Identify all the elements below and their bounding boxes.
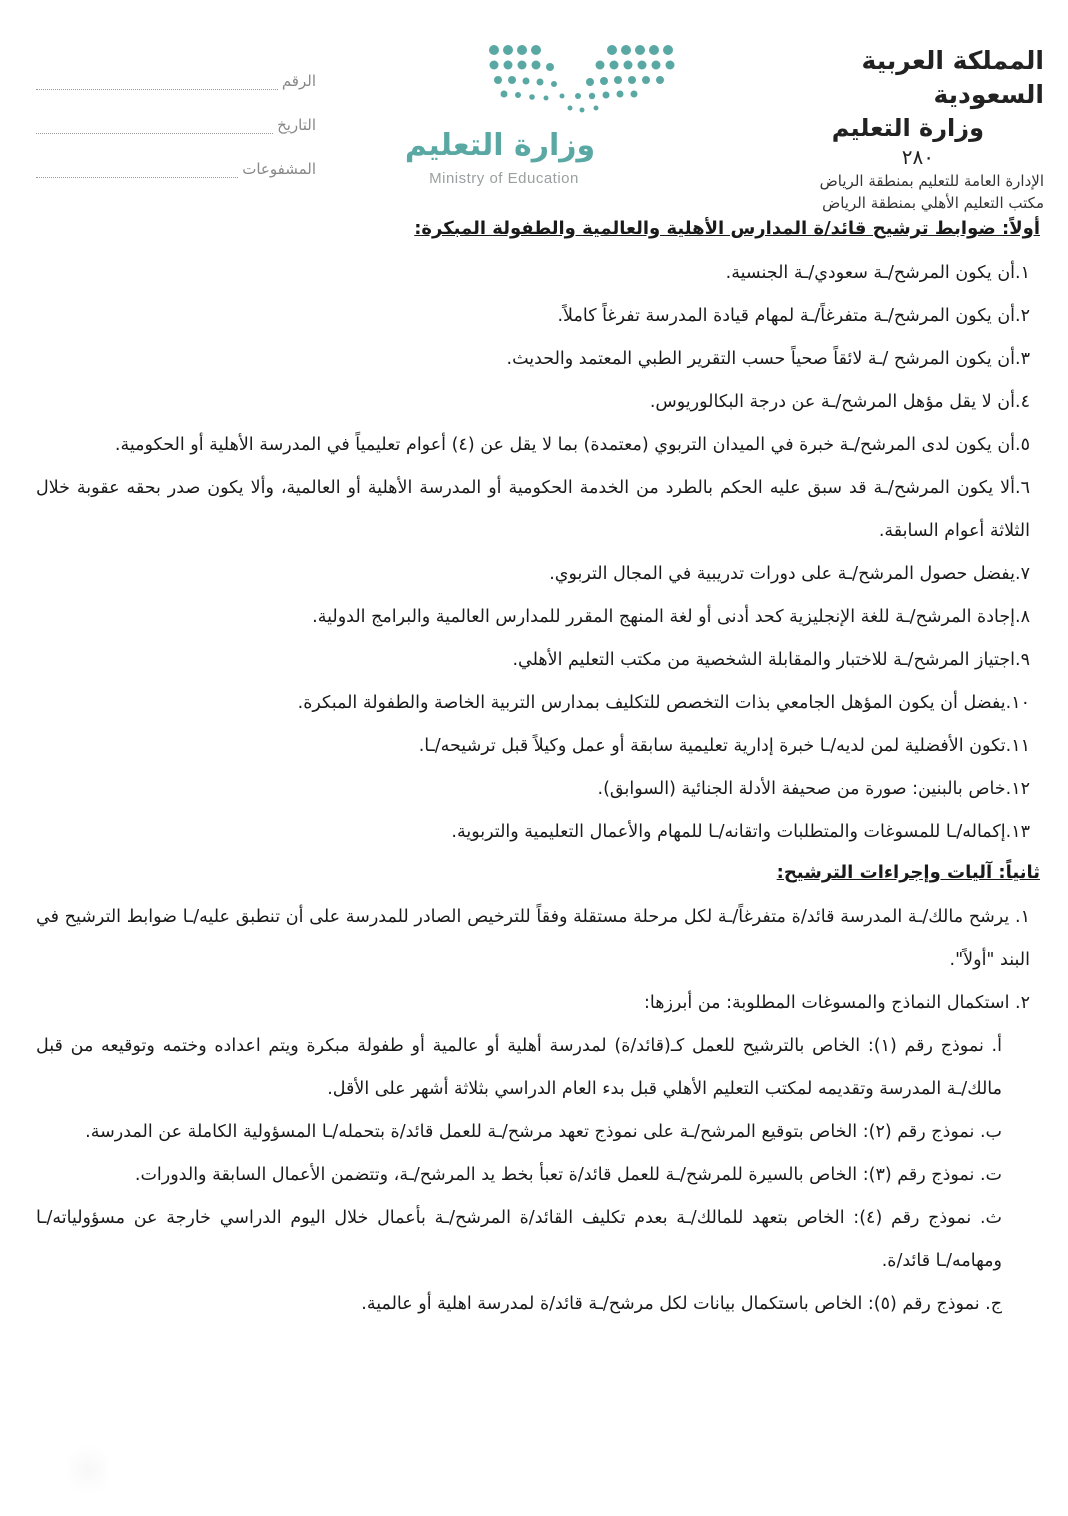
sub-list-item: ث. نموذج رقم (٤): الخاص بتعهد للمالك/ـة بعدم تكليف القائد/ة المرشح/ـة بأعمال خلال اليوم الدراسي خارجة عن مسؤولياته/ـا ومهامه/ـا قائد/ة.	[36, 1208, 1002, 1271]
section-1-title: أولاً: ضوابط ترشيح قائد/ة المدارس الأهلية والعالمية والطفولة المبكرة:	[414, 218, 1040, 239]
list-item: ٣.أن يكون المرشح /ـة لائقاً صحياً حسب التقرير الطبي المعتمد والحديث.	[506, 349, 1030, 369]
document-body	[36, 210, 1040, 1326]
field-attachments-label: المشفوعات	[242, 160, 316, 178]
field-date-label: التاريخ	[277, 116, 316, 134]
field-number-label: الرقم	[281, 72, 316, 90]
private-education-office: مكتب التعليم الأهلي بمنطقة الرياض	[822, 194, 1044, 212]
field-date	[36, 90, 316, 134]
list-item: ١٣.إكماله/ـا للمسوغات والمتطلبات واتقانه/ـا للمهام والأعمال التعليمية والتربوية.	[451, 822, 1030, 842]
list-item: ١. يرشح مالك/ـة المدرسة قائد/ة متفرغاً/ـة لكل مرحلة مستقلة وفقاً للترخيص الصادر للمدرسة على أن تنطبق عليه/ـا ضوابط الترشيح في البند "أولاً".	[36, 907, 1030, 970]
list-item: ٩.اجتياز المرشح/ـة للاختبار والمقابلة الشخصية من مكتب التعليم الأهلي.	[512, 650, 1030, 670]
general-administration: الإدارة العامة للتعليم بمنطقة الرياض	[819, 172, 1044, 190]
list-item: ٥.أن يكون لدى المرشح/ـة خبرة في الميدان التربوي (معتمدة) بما لا يقل عن (٤) أعوام تعليمياً في المدرسة الأهلية أو الحكومية.	[114, 435, 1030, 455]
field-attachments-line	[36, 163, 238, 178]
list-item: ٢. استكمال النماذج والمسوغات المطلوبة: من أبرزها:	[643, 993, 1030, 1013]
logo-arabic-text: وزارة التعليم	[404, 128, 596, 163]
list-item: ٢.أن يكون المرشح/ـة متفرغاً/ـة لمهام قيادة المدرسة تفرغاً كاملاً.	[557, 306, 1030, 326]
letterhead-right	[744, 44, 1044, 214]
field-attachments	[36, 134, 316, 178]
list-item: ٤.أن لا يقل مؤهل المرشح/ـة عن درجة البكالوريوس.	[649, 392, 1030, 412]
list-item: ١١.تكون الأفضلية لمن لديه/ـا خبرة إدارية تعليمية سابقة أو عمل وكيلاً قبل ترشيحه/ـا.	[418, 736, 1030, 756]
reference-number: ٢٨٠	[901, 145, 934, 169]
scan-smudge	[68, 1440, 108, 1500]
list-item: ٨.إجادة المرشح/ـة للغة الإنجليزية كحد أدنى أو لغة المنهج المقرر للمدارس العالمية والبرامج الدولية.	[312, 607, 1030, 627]
sub-list-item: ب. نموذج رقم (٢): الخاص بتوقيع المرشح/ـة على نموذج تعهد مرشح/ـة للعمل قائد/ة بتحمله/ـا المسؤولية الكاملة عن المدرسة.	[85, 1122, 1002, 1142]
list-item: ١.أن يكون المرشح/ـة سعودي/ـة الجنسية.	[725, 263, 1030, 283]
ministry-logo	[382, 40, 682, 200]
letterhead-fields	[36, 46, 316, 178]
list-item: ١٢.خاص بالبنين: صورة من صحيفة الأدلة الجنائية (السوابق).	[597, 779, 1030, 799]
sub-list-item: ت. نموذج رقم (٣): الخاص بالسيرة للمرشح/ـة للعمل قائد/ة تعبأ بخط يد المرشح/ـة، وتتضمن الأعمال السابقة والدورات.	[134, 1165, 1002, 1185]
list-item: ٦.ألا يكون المرشح/ـة قد سبق عليه الحكم بالطرد من الخدمة الحكومية أو المدرسة الأهلية أو العالمية، وألا يكون صدر بحقه عقوبة خلال الثلاثة أعوام السابقة.	[36, 478, 1030, 541]
list-item: ١٠.يفضل أن يكون المؤهل الجامعي بذات التخصص للتكليف بمدارس التربية الخاصة والطفولة المبكرة.	[297, 693, 1030, 713]
logo-dots-icon	[382, 40, 682, 130]
logo-english-text: Ministry of Education	[429, 170, 579, 187]
field-date-line	[36, 119, 273, 134]
field-number	[36, 46, 316, 90]
sub-list-item: أ. نموذج رقم (١): الخاص بالترشيح للعمل كـ(قائد/ة) لمدرسة أهلية أو عالمية أو طفولة مبكرة ويتم اعداده وختمه وتوقيعه من قبل مالك/ـة المدرسة وتقديمه لمكتب التعليم الأهلي قبل بدء العام الدراسي بثلاثة أشهر على الأقل.	[36, 1036, 1002, 1099]
ministry-name: وزارة التعليم	[831, 114, 984, 142]
sub-list-item: ج. نموذج رقم (٥): الخاص باستكمال بيانات لكل مرشح/ـة قائد/ة لمدرسة اهلية أو عالمية.	[361, 1294, 1002, 1314]
kingdom-name: المملكة العربية السعودية	[861, 46, 1044, 109]
section-2-title: ثانياً: آليات وإجراءات الترشيح:	[776, 862, 1040, 883]
field-number-line	[36, 75, 278, 90]
list-item: ٧.يفضل حصول المرشح/ـة على دورات تدريبية في المجال التربوي.	[549, 564, 1030, 584]
